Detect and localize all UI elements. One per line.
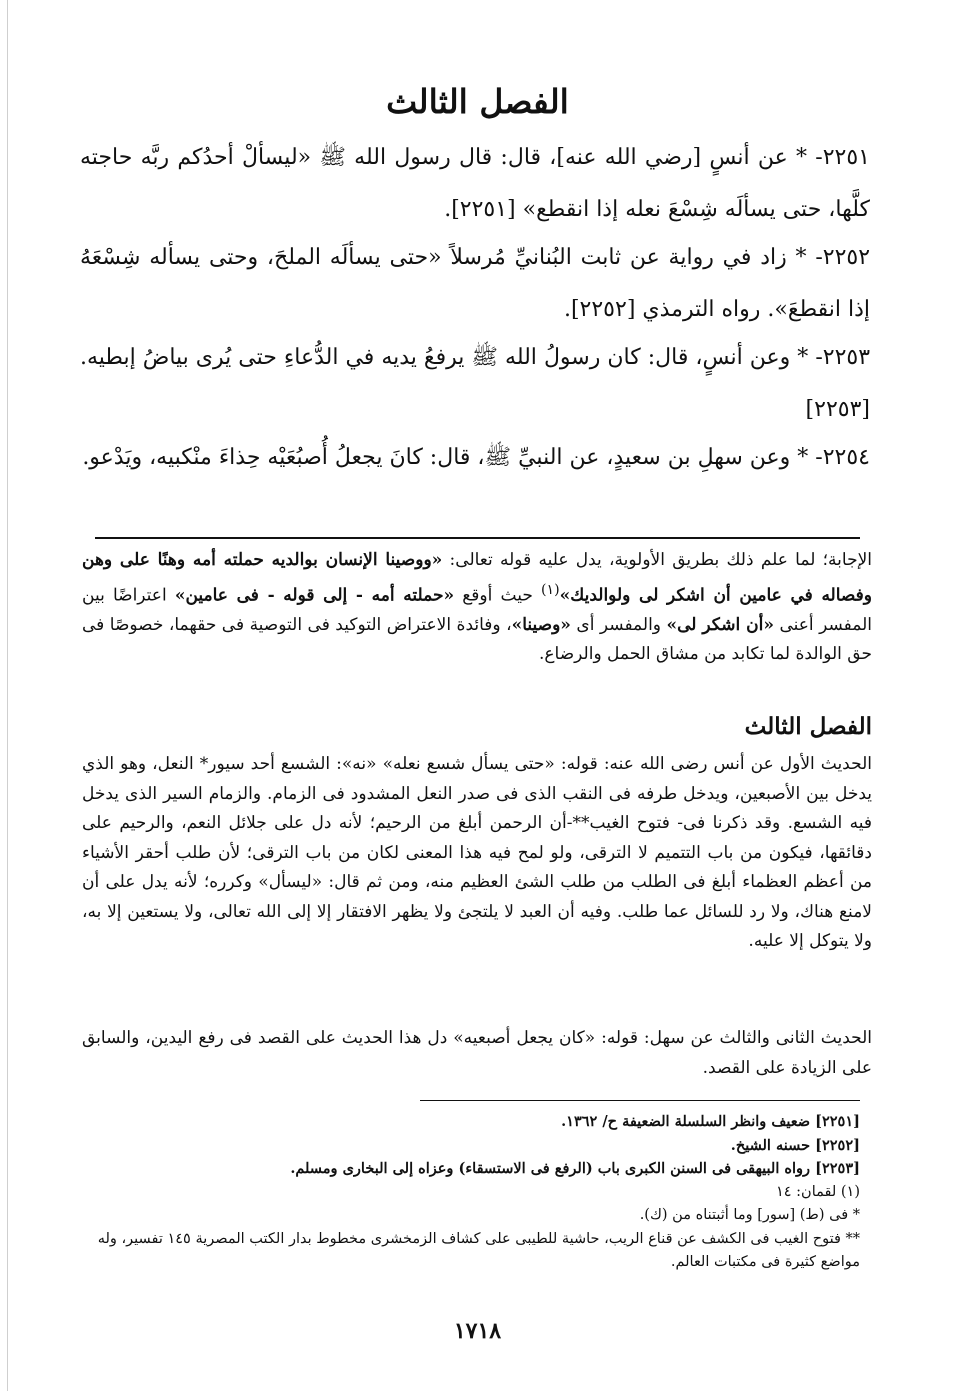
hadith-text: * عن أنسٍ [رضي الله عنه]، قال: قال رسول الله ﷺ «ليسألْ أحدُكم ربَّه حاجته كلَّها، حتى يسألَه شِسْعَ نعله إذا انقطع» [٢٢٥١]. (80, 145, 870, 222)
footnote-divider (420, 1100, 860, 1101)
hadith-text: * وعن أنسٍ، قال: كان رسولُ الله ﷺ يرفعُ يديه في الدُّعاءِ حتى يُرى بياضُ إبطيه. [٢٢٥٣] (80, 345, 870, 422)
hadith-number: ٢٢٥١- (815, 145, 870, 170)
section-divider (95, 537, 860, 539)
hadith-number: ٢٢٥٣- (815, 345, 871, 370)
commentary-second-third-hadith (82, 1024, 872, 1083)
footnotes (90, 1110, 860, 1275)
hadith-number: ٢٢٥٢- (815, 245, 871, 270)
text-run: والمفسر أى (570, 614, 667, 635)
hadith-text: * وعن سهلِ بن سعيدٍ، عن النبيِّ ﷺ، قال: كانَ يجعلُ أُصبُعَيْه حِذاءَ منْكبيه، ويَدْعو. (82, 445, 809, 470)
hadith-2254 (80, 432, 870, 484)
commentary-continuation (82, 546, 872, 670)
quran-quote: «حملته أمه - إلى قوله - فى عامين» (174, 585, 455, 606)
main-section-title: الفصل الثالث (386, 82, 569, 121)
scan-edge-line (7, 0, 8, 1391)
hadith-2253 (80, 332, 870, 436)
commentary-first-hadith (82, 750, 872, 957)
hadith-text: * زاد في رواية عن ثابت البُنانيِّ مُرسلاً «حتى يسألَه الملحَ، وحتى يسأله شِسْعَهُ إذا انقطعَ». رواه الترمذي [٢٢٥٢]. (80, 245, 870, 322)
text-run: الإجابة؛ لما علم ذلك بطريق الأولوية، يدل عليه قوله تعالى: (442, 550, 872, 570)
footnote: [٢٢٥٣] رواه البيهقى فى السنن الكبرى باب (الرفع فى الاستسقاء) وعزاه إلى البخارى ومسلم. (290, 1160, 860, 1177)
commentary-paragraph: الحديث الأول عن أنس رضى الله عنه: قوله: «حتى يسأل شسع نعله» «نه»: الشسع أحد سيور* النعل، وهو الذي يدخل بين الأصبعين، ويدخل طرفه فى النقب الذى فى صدر النعل المشدود فى الزمام. والزمام السير الذى يدخل فيه الشسع. وقد ذكرنا فى- فتوح الغيب**-أن الرحمن أبلغ من الرحيم؛ لأنه دل على جلائل النعم، والرحيم على دقائقها، فيكون من باب التتميم لا الترقى، ولو لمح فيه هذا المعنى لكان من باب الترقى؛ لأن طلب أحقر الأشياء من أعظم العظماء أبلغ فى الطلب من طلب الشئ العظيم منه، ومن ثم قال: «ليسأل» وكرره؛ لأنه يدل على أن لامنع هناك، ولا رد للسائل عما طلب. وفيه أن العبد لا يلتجئ ولا يظهر الافتقار إلا إلى الله تعالى، ولا يستعين إلا به، ولا يتوكل إلا عليه. (82, 754, 872, 951)
page-number: ١٧١٨ (453, 1318, 502, 1344)
quran-quote: «وصينا» (511, 614, 571, 635)
footnote: [٢٢٥١] ضعيف وانظر السلسلة الضعيفة ح/ ١٣٦٢. (561, 1113, 860, 1130)
text-run: ، وفائدة الاعتراض التوكيد فى التوصية فى حقهما، خصوصًا فى حق الوالدة لما تكابد من مشاق الحمل والرضاع. (82, 614, 872, 665)
quran-quote: «ووصينا الإنسان بوالديه حملته أمه وهنًا على وهن وفصاله في عامين أن اشكر لى ولوالديك» (82, 550, 872, 606)
text-run: اعتراضًا بين المفسر أعنى (82, 585, 872, 635)
quran-quote: «أن اشكر لى» (666, 614, 774, 635)
footnote: * فى (ط) [سور] وما أثبتناه من (ك). (639, 1207, 860, 1223)
hadith-number: ٢٢٥٤- (815, 445, 870, 470)
footnote: (١) لقمان: ١٤ (775, 1183, 860, 1200)
footnote-ref: (١) (541, 581, 560, 598)
footnote: [٢٢٥٢] حسنه الشيخ. (730, 1136, 860, 1154)
commentary-section-title: الفصل الثالث (744, 713, 872, 740)
commentary-paragraph: الحديث الثانى والثالث عن سهل: قوله: «كان يجعل أصبعيه» دل هذا الحديث على القصد فى رفع اليدين، والسابق على الزيادة على القصد. (82, 1028, 872, 1078)
text-run: حيث أوقع (454, 585, 541, 606)
commentary-paragraph (82, 546, 872, 670)
hadith-2252 (80, 232, 870, 336)
hadith-2251 (80, 132, 870, 236)
footnote: ** فتوح الغيب فى الكشف عن قناع الريب، حاشية للطيبى على كشاف الزمخشرى مخطوط بدار الكتب المصرية ١٤٥ تفسير، وله مواضع كثيرة فى مكتبات العالم. (97, 1230, 860, 1270)
